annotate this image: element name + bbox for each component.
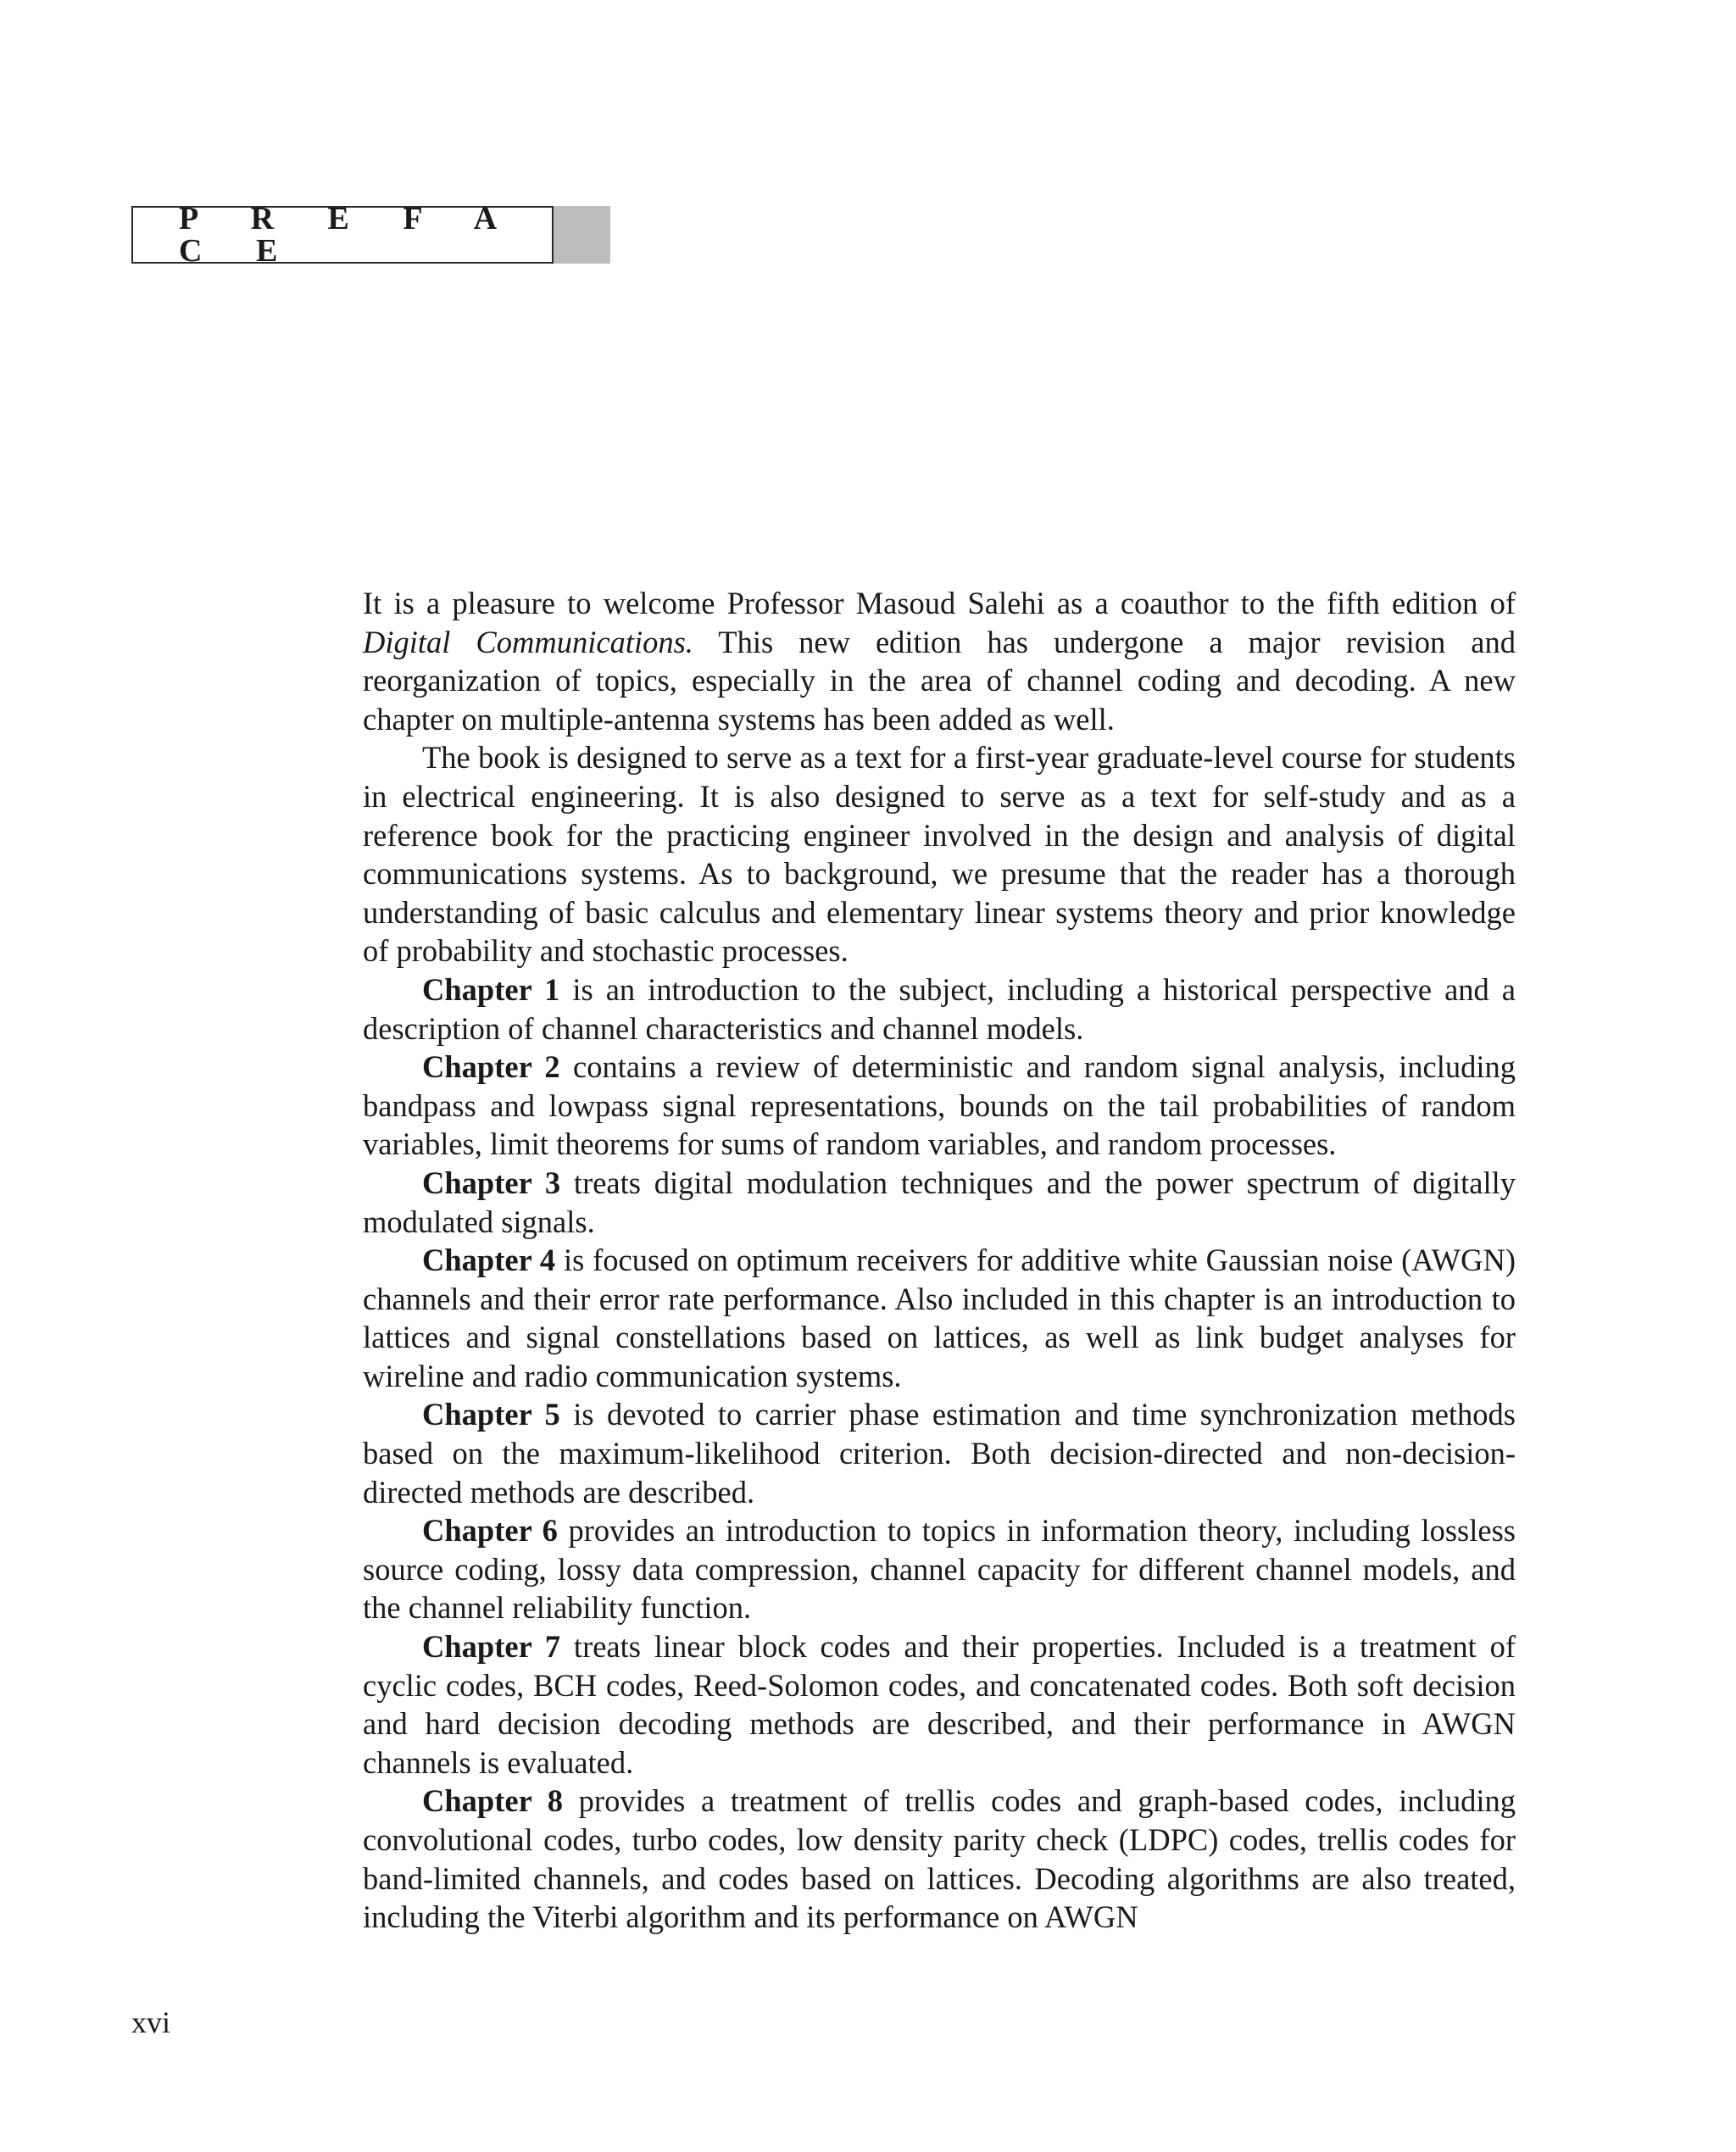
- chapter-7-text: treats linear block codes and their properties. Included is a treatment of cyclic codes, BCH codes, Reed-Solomon codes, and concatenated codes. Both soft decision and hard decision decoding methods are described, and their performance in AWGN channels is evaluated.: [363, 1629, 1516, 1780]
- chapter-5-label: Chapter 5: [422, 1397, 560, 1432]
- chapter-1-label: Chapter 1: [422, 971, 560, 1007]
- chapter-5-paragraph: [363, 1395, 1516, 1511]
- heading-shade-block: [554, 206, 610, 264]
- intro-paragraph: [363, 584, 1516, 738]
- preface-heading-box: [131, 201, 554, 269]
- chapter-3-label: Chapter 3: [422, 1165, 561, 1200]
- chapter-6-label: Chapter 6: [422, 1513, 558, 1549]
- chapter-3-text: treats digital modulation techniques and the power spectrum of digitally modulated signals.: [363, 1165, 1516, 1239]
- chapter-2-paragraph: [363, 1048, 1516, 1164]
- chapter-7-label: Chapter 7: [422, 1629, 561, 1665]
- intro-text-end: This new edition has undergone a major revision and reorganization of topics, especially in the area of channel coding and decoding. A new chapter on multiple-antenna systems has been added as well.: [363, 624, 1516, 737]
- book-title: Digital Communications.: [363, 624, 693, 659]
- chapter-6-paragraph: [363, 1511, 1516, 1627]
- chapter-4-text: is focused on optimum receivers for additive white Gaussian noise (AWGN) channels and their error rate performance. Also included in this chapter is an introduction to lattices and signal constellations based on lattices, as well as link budget analyses for wireline and radio communication systems.: [363, 1243, 1516, 1393]
- chapter-8-text: provides a treatment of trellis codes and graph-based codes, including convolutional codes, turbo codes, low density parity check (LDPC) codes, trellis codes for band-limited channels, and codes based on lattices. Decoding algorithms are also treated, including the Viterbi algorithm and its performance on AWGN: [363, 1783, 1516, 1935]
- chapter-4-label: Chapter 4: [422, 1243, 556, 1278]
- chapter-2-text: contains a review of deterministic and random signal analysis, including bandpass and lowpass signal representations, bounds on the tail probabilities of random variables, limit theorems for sums of random variables, and random processes.: [363, 1049, 1516, 1162]
- chapter-8-label: Chapter 8: [422, 1783, 564, 1819]
- preface-heading: P R E F A C E: [179, 201, 518, 269]
- page-number: xvi: [131, 2005, 171, 2039]
- chapter-7-paragraph: [363, 1627, 1516, 1782]
- intro-text-start: It is a pleasure to welcome Professor Masoud Salehi as a coauthor to the fifth edition of: [363, 586, 1516, 620]
- chapter-5-text: is devoted to carrier phase estimation and time synchronization methods based on the maximum-likelihood criterion. Both decision-directed and non-decision-directed methods are described.: [363, 1397, 1516, 1510]
- chapter-8-paragraph: [363, 1782, 1516, 1936]
- chapter-3-paragraph: [363, 1164, 1516, 1241]
- design-paragraph: The book is designed to serve as a text for a first-year graduate-level course for students in electrical engineering. It is also designed to serve as a text for self-study and as a reference book for the practicing engineer involved in the design and analysis of digital communications systems. As to background, we presume that the reader has a thorough understanding of basic calculus and elementary linear systems theory and prior knowledge of probability and stochastic processes.: [363, 740, 1516, 969]
- preface-body: [363, 584, 1516, 1937]
- chapter-1-text: is an introduction to the subject, including a historical perspective and a description of channel characteristics and channel models.: [363, 971, 1516, 1046]
- chapter-1-paragraph: [363, 970, 1516, 1048]
- chapter-6-text: provides an introduction to topics in information theory, including lossless source coding, lossy data compression, channel capacity for different channel models, and the channel reliability function.: [363, 1513, 1516, 1626]
- chapter-2-label: Chapter 2: [422, 1049, 560, 1085]
- chapter-4-paragraph: [363, 1241, 1516, 1395]
